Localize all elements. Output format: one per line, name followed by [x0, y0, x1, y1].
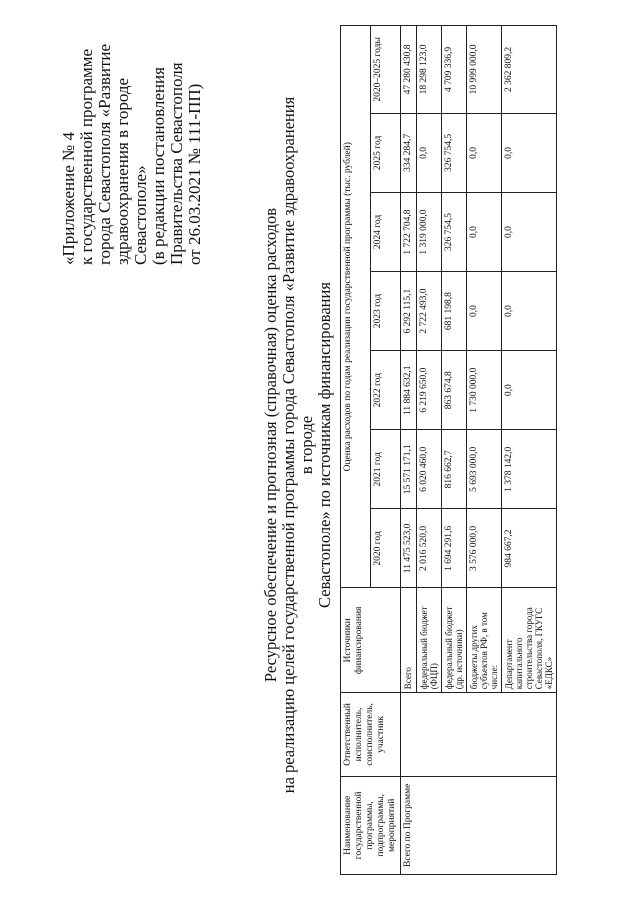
value-cell: 816 662,7: [442, 430, 467, 509]
value-cell: 0,0: [502, 351, 557, 430]
source-cell: федеральный бюджет (др. источники): [442, 588, 467, 693]
header-estimate: Оценка расходов по годам реализации государственной программы (тыс. рублей): [341, 26, 371, 588]
appendix-line: к государственной программе: [77, 48, 96, 265]
header-name: Наименование государственной программы, подпрограммы, мероприятий: [341, 776, 401, 874]
appendix-line: Правительства Севастополя: [167, 62, 186, 265]
value-cell: 863 674,8: [442, 351, 467, 430]
value-cell: 10 999 000,0: [467, 26, 502, 114]
source-cell: федеральный бюджет (ФЦП): [417, 588, 442, 693]
header-year: 2024 год: [371, 192, 401, 271]
value-cell: 11 884 632,1: [401, 351, 417, 430]
value-cell: 6 292 115,1: [401, 272, 417, 351]
value-cell: 1 722 704,8: [401, 192, 417, 271]
value-cell: 0,0: [467, 272, 502, 351]
document-title: [262, 95, 334, 795]
value-cell: 47 280 430,8: [401, 26, 417, 114]
value-cell: 0,0: [502, 192, 557, 271]
value-cell: 0,0: [467, 113, 502, 192]
header-year: 2020–2025 годы: [371, 26, 401, 114]
table-header-row: [341, 26, 371, 875]
source-cell: бюджеты других субъектов РФ, в том числе:: [467, 588, 502, 693]
value-cell: 1 694 291,6: [442, 509, 467, 588]
table-row: [401, 26, 417, 875]
value-cell: 15 571 171,1: [401, 430, 417, 509]
header-year: 2020 год: [371, 509, 401, 588]
value-cell: 0,0: [502, 113, 557, 192]
title-line: Севастополе» по источникам финансирования: [315, 282, 334, 608]
header-year: 2025 год: [371, 113, 401, 192]
value-cell: 0,0: [467, 192, 502, 271]
appendix-line: здравоохранения в городе: [113, 77, 132, 265]
source-cell: Департамент капитального строительства города Севастополя, ГКУГС «ЕДКС»: [502, 588, 557, 693]
value-cell: 0,0: [417, 113, 442, 192]
value-cell: 18 298 123,0: [417, 26, 442, 114]
value-cell: 5 693 000,0: [467, 430, 502, 509]
value-cell: 4 709 336,9: [442, 26, 467, 114]
appendix-line: Севастополе»: [131, 165, 150, 265]
value-cell: 334 284,7: [401, 113, 417, 192]
value-cell: 984 667,2: [502, 509, 557, 588]
title-line: на реализацию целей государственной программы города Севастополя «Развитие здравоохранения в городе: [279, 96, 316, 794]
header-year: 2022 год: [371, 351, 401, 430]
value-cell: 6 219 650,0: [417, 351, 442, 430]
title-line: Ресурсное обеспечение и прогнозная (справочная) оценка расходов: [261, 207, 280, 683]
appendix-line: от 26.03.2021 № 111-ПП): [185, 83, 204, 265]
source-cell: Всего: [401, 588, 417, 693]
appendix-line: «Приложение № 4: [59, 132, 78, 265]
program-name-cell: Всего по Программе: [401, 776, 557, 874]
budget-table: [340, 25, 557, 875]
header-executor: Ответственный исполнитель, соисполнитель, участник: [341, 693, 401, 776]
value-cell: 1 730 000,0: [467, 351, 502, 430]
header-year: 2021 год: [371, 430, 401, 509]
executor-cell: [401, 693, 557, 776]
value-cell: 6 020 460,0: [417, 430, 442, 509]
value-cell: 2 722 493,0: [417, 272, 442, 351]
value-cell: 326 754,5: [442, 192, 467, 271]
value-cell: 11 475 523,0: [401, 509, 417, 588]
value-cell: 0,0: [502, 272, 557, 351]
appendix-line: города Севастополя «Развитие: [95, 43, 114, 265]
value-cell: 681 198,8: [442, 272, 467, 351]
value-cell: 1 378 142,0: [502, 430, 557, 509]
appendix-note: [60, 20, 204, 265]
value-cell: 2 016 520,0: [417, 509, 442, 588]
value-cell: 2 362 809,2: [502, 26, 557, 114]
value-cell: 326 754,5: [442, 113, 467, 192]
value-cell: 1 319 000,0: [417, 192, 442, 271]
header-source: Источники финансирования: [341, 588, 401, 693]
appendix-line: (в редакции постановления: [149, 67, 168, 265]
header-year: 2023 год: [371, 272, 401, 351]
value-cell: 3 576 000,0: [467, 509, 502, 588]
